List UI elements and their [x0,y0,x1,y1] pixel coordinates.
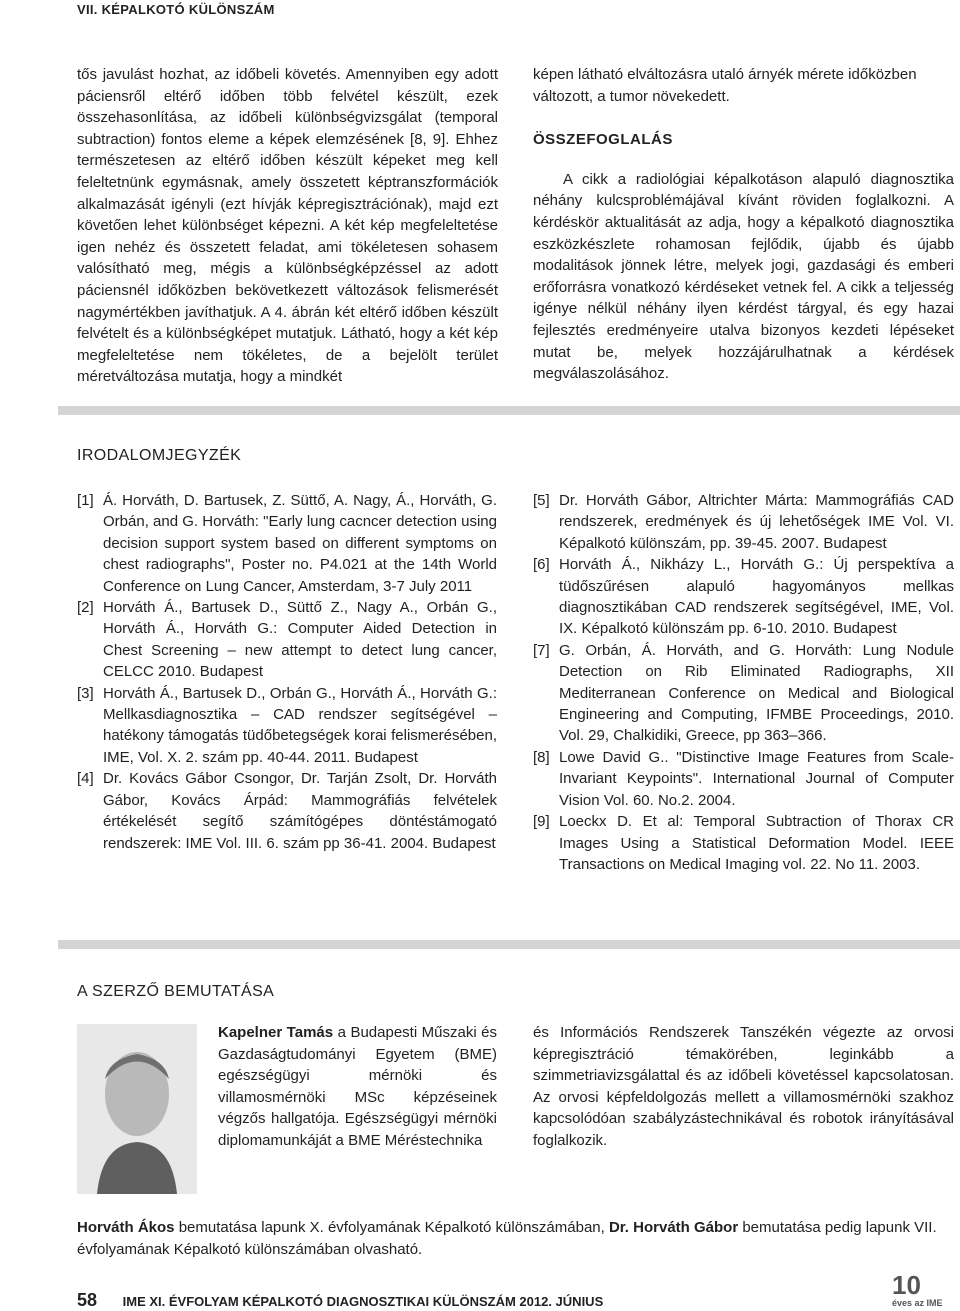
summary-heading: ÖSSZEFOGLALÁS [533,131,673,149]
reference-number: [5] [533,492,550,509]
reference-number: [8] [533,748,550,766]
reference-text: Lowe David G.. "Distinctive Image Features from Scale-Invariant Keypoints". International Journal of Computer Vision Vol. 60. No.2. 2004. [559,748,954,809]
author-bio-right [533,1022,954,1152]
reference-number: [9] [533,813,550,831]
author-bio-left [218,1022,497,1152]
reference-number: [2] [77,599,94,617]
reference-text: Horváth Á., Bartusek D., Süttő Z., Nagy A., Orbán G., Horváth Á., Horváth G.: Computer Aided Detection in Chest Screening – new attempt to detect lung cancer, CELCC 2010. Budapest [103,599,497,681]
reference-text: Horváth Á., Nikházy L., Horváth G.: Új perspektíva a tüdőszűrésen alapuló hagyományos mellkas diagnosztikában CAD rendszerek segítségével, IME, Vol. IX. Képalkotó különszám pp. 6-10. 2010. Budapest [559,556,954,638]
author-bio-right-text: és Információs Rendszerek Tanszékén végezte az orvosi képregisztráció témakörében, leginkább a szimmetriavizsgálattal és az időbeli követéssel kapcsolatosan. Az orvosi képfeldolgozás mellett a villamosmérnöki szakhoz kapcsolódóan szabályzástechnikával és robotok irányításával foglalkozik. [533,1024,954,1149]
note-name-1: Horváth Ákos [77,1219,175,1236]
note-mid: bemutatása lapunk X. évfolyamának Képalkotó különszámában, [174,1219,609,1236]
reference-item [533,640,954,747]
references-right [533,490,954,875]
author-name: Kapelner Tamás [218,1024,334,1041]
reference-item [77,683,497,769]
logo-number: 10 [892,1270,921,1300]
reference-item [77,597,497,683]
reference-item [533,811,954,875]
reference-item [533,490,954,554]
logo-text: éves az IME [892,1298,943,1308]
reference-number: [7] [533,641,550,659]
reference-number: [3] [77,684,94,702]
section-label: VII. KÉPALKOTÓ KÜLÖNSZÁM [77,2,275,17]
reference-item [77,490,497,597]
divider-rule [58,940,960,949]
page-number: 58 [77,1290,98,1310]
author-note [77,1217,939,1260]
summary-text: A cikk a radiológiai képalkotáson alapuló diagnosztika néhány kulcsproblémájával kívánt röviden foglalkozni. A kérdéskör aktualitását az adja, hogy a képalkotó diagnosztika eszközkészlete rohamosan fejlődik, újabb és újabb modalitások jönnek létre, melyek jogi, gazdasági és emberi erőforrásra vonatkozó kérdéseket vetnek fel. A cikk a teljesség igénye nélkül néhány ilyen kérdést tárgyal, és egy hazai fejlesztés eredményeire utalva bizonyos kezdeti lépéseket mutat be, melyek hozzájárulhatnak a kérdések megválaszolásához. [533,170,954,383]
article-left-column [77,64,498,388]
reference-text: Horváth Á., Bartusek D., Orbán G., Horváth Á., Horváth G.: Mellkasdiagnosztika – CAD rendszer segítségével – hatékony támogatás tüdőbetegségek korai felismerésében, IME, Vol. X. 2. szám pp. 40-44. 2011. Budapest [103,684,497,766]
portrait-image [77,1024,197,1194]
references-left [77,490,497,854]
page-footer [77,1290,603,1311]
article-right-text: képen látható elváltozásra utaló árnyék mérete időközben változott, a tumor növekedett. [533,66,917,105]
references-heading: IRODALOMJEGYZÉK [77,447,242,464]
reference-item [533,747,954,811]
reference-text: G. Orbán, Á. Horváth, and G. Horváth: Lung Nodule Detection on Rib Eliminated Radiographs, XII Mediterranean Conference on Medical and Biological Engineering and Computing, IFMBE Proceedings, 2010. Vol. 29, Chalkidiki, Greece, pp 363–366. [559,641,954,745]
reference-text: Loeckx D. Et al: Temporal Subtraction of Thorax CR Images Using a Statistical Deformation Model. IEEE Transactions on Medical Imaging vol. 22. No 11. 2003. [559,813,954,873]
ime-10-logo [890,1270,950,1310]
reference-text: Á. Horváth, D. Bartusek, Z. Süttő, A. Nagy, Á., Horváth, G. Orbán, and G. Horváth: "Early lung cacncer detection using decision support system based on different symptoms on chest radiographs", Poster no. P4.021 at the 14th World Conference on Lung Cancer, Amsterdam, 3-7 July 2011 [103,492,497,595]
article-left-text: tős javulást hozhat, az időbeli követés. Amennyiben egy adott páciensről eltérő időben több felvétel készült, ezek összehasonlítása, az időbeli különbségvizsgálat (temporal subtraction) fontos eleme a képek elemzésének [8, 9]. Ehhez természetesen az eltérő időben készült képeket meg kell feleltetnünk egymásnak, amely összetett képtranszformációk alkalmazását igényli (ezt hívják képregisztrációnak), majd ezt követően lehet különbséget képezni. A két kép megfeleltetése igen nehéz és összetett feladat, ami tökéletesen sohasem valósítható meg, mégis a különbségképzéssel az adott páciensnél időközben bekövetkezett változások felismerését nagymértékben javíthatjuk. A 4. ábrán két eltérő időben készült felvételt és a különbségképet mutatjuk. Látható, hogy a két kép megfeleltetése nem tökéletes, de a bejelölt terület méretváltozása mutatja, hogy a mindkét [77,66,498,386]
reference-number: [6] [533,556,550,574]
reference-number: [1] [77,492,94,509]
reference-number: [4] [77,770,94,788]
author-photo [77,1024,197,1194]
reference-text: Dr. Horváth Gábor, Altrichter Márta: Mammográfiás CAD rendszerek, eredmények és új lehetőségek IME Vol. VI. Képalkotó különszám, pp. 39-45. 2007. Budapest [559,492,954,552]
journal-line: IME XI. ÉVFOLYAM KÉPALKOTÓ DIAGNOSZTIKAI KÜLÖNSZÁM 2012. JÚNIUS [122,1294,604,1309]
article-right-column [533,64,954,385]
reference-item [77,768,497,854]
reference-text: Dr. Kovács Gábor Csongor, Dr. Tarján Zsolt, Dr. Horváth Gábor, Kovács Árpád: Mammográfiás felvételek értékelését segítő számítógépes döntéstámogató rendszerek: IME Vol. III. 6. szám pp 36-41. 2004. Budapest [103,770,497,852]
author-heading: A SZERZŐ BEMUTATÁSA [77,983,275,1000]
author-bio-left-text: a Budapesti Műszaki és Gazdaságtudományi Egyetem (BME) egészségügyi mérnöki és villamosmérnöki MSc képzéseinek végzős hallgatója. Egészségügyi mérnöki diplomamunkáját a BME Méréstechnika [218,1024,497,1149]
divider-rule [58,406,960,415]
reference-item [533,554,954,640]
note-name-2: Dr. Horváth Gábor [608,1219,739,1236]
note-end: bemutatása pedig lapunk VII. évfolyamának Képalkotó különszámában olvasható. [77,1219,937,1258]
